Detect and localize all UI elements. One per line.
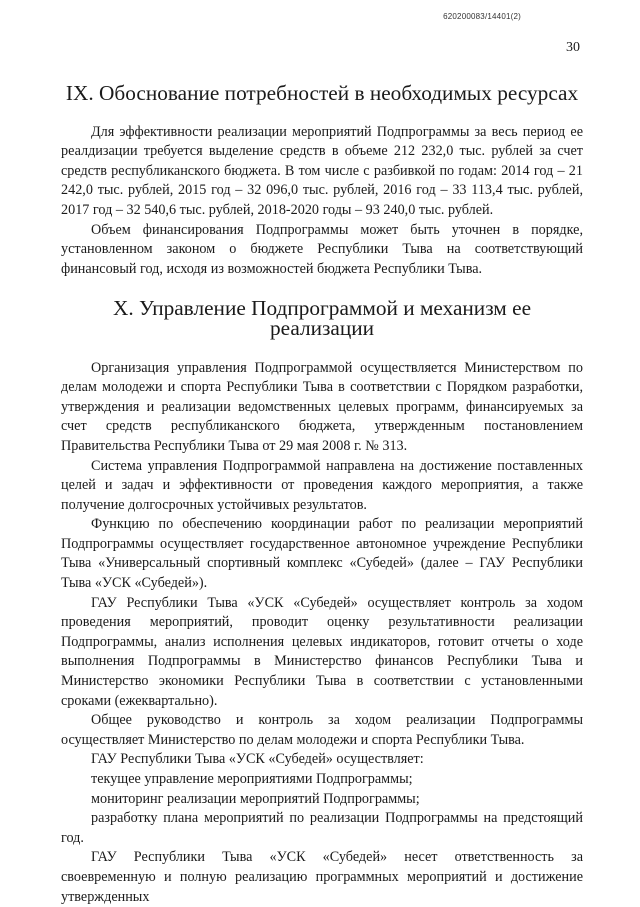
section-10-list-item-1: текущее управление мероприятиями Подпрограммы;	[91, 771, 413, 787]
section-10-paragraph-3: Функцию по обеспечению координации работ по реализации мероприятий Подпрограммы осуществляет государственное автономное учреждение Республики Тыва «Универсальный спортивный комплекс «Субедей» (далее – ГАУ Республики Тыва «УСК «Субедей»).	[61, 516, 583, 592]
section-10-paragraph-5: Общее руководство и контроль за ходом реализации Подпрограммы осуществляет Министерство по делам молодежи и спорта Республики Тыва.	[61, 712, 583, 748]
page-number: 30	[566, 40, 580, 55]
section-10-paragraph-7: ГАУ Республики Тыва «УСК «Субедей» несет ответственность за своевременную и полную реализацию программных мероприятий и достижение утвержденных	[61, 849, 583, 905]
section-10-list-item-2: мониторинг реализации мероприятий Подпрограммы;	[91, 790, 420, 807]
section-10-heading: X. Управление Подпрограммой и механизм ее реализации	[112, 296, 532, 340]
section-10-list-item-3: разработку плана мероприятий по реализации Подпрограммы на предстоящий год.	[61, 810, 583, 846]
section-10-paragraph-4: ГАУ Республики Тыва «УСК «Субедей» осуществляет контроль за ходом проведения мероприятий, проводит оценку результативности реализации Подпрограммы, анализ исполнения целевых индикаторов, готовит отчеты о ходе выполнения Подпрограммы в Министерство финансов Республики Тыва и Министерство экономики Республики Тыва в соответствии с установленными сроками (ежеквартально).	[61, 594, 583, 709]
document-code: 620200083/14401(2)	[443, 12, 521, 21]
section-9-paragraph-2: Объем финансирования Подпрограммы может быть уточнен в порядке, установленном законом о бюджете Республики Тыва на соответствующий финансовый год, исходя из возможностей бюджета Республики Тыва.	[61, 221, 583, 277]
section-10-paragraph-1: Организация управления Подпрограммой осуществляется Министерством по делам молодежи и спорта Республики Тыва в соответствии с Порядком разработки, утверждения и реализации ведомственных целевых программ, финансируемых за счет средств республиканского бюджета, утвержденным постановлением Правительства Республики Тыва от 29 мая 2008 г. № 313.	[61, 359, 583, 454]
document-body	[61, 80, 583, 907]
section-10-paragraph-2: Система управления Подпрограммой направлена на достижение поставленных целей и задач и эффективности от проведения каждого мероприятия, а также получение долгосрочных устойчивых результатов.	[61, 457, 583, 513]
section-10-paragraph-6: ГАУ Республики Тыва «УСК «Субедей» осуществляет:	[91, 751, 424, 768]
section-9-heading: IX. Обоснование потребностей в необходимых ресурсах	[65, 81, 579, 105]
section-9-paragraph-1: Для эффективности реализации мероприятий Подпрограммы за весь период ее реалдизации требуется выделение средств в объеме 212 232,0 тыс. рублей за счет средств республиканского бюджета. В том числе с разбивкой по годам: 2014 год – 21 242,0 тыс. рублей, 2015 год – 32 096,0 тыс. рублей, 2016 год – 33 113,4 тыс. рублей, 2017 год – 32 540,6 тыс. рублей, 2018-2020 годы – 93 240,0 тыс. рублей.	[61, 123, 583, 218]
